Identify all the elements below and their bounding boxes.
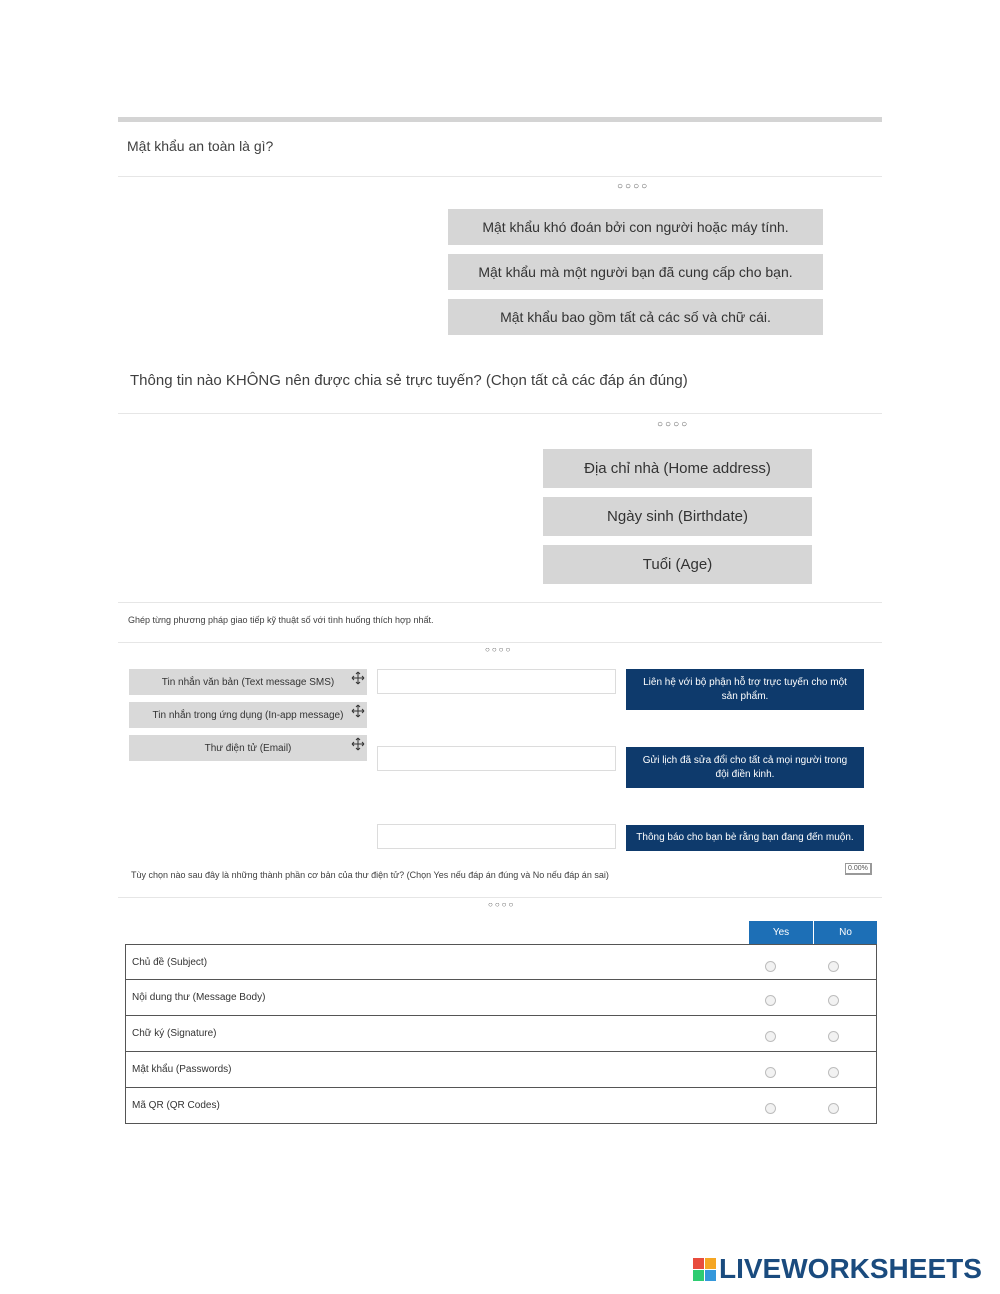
radio-no[interactable] [828, 1031, 839, 1042]
row-label: Chủ đề (Subject) [132, 956, 208, 968]
radio-no[interactable] [828, 1103, 839, 1114]
header-no: No [813, 921, 877, 944]
q1-option-3[interactable]: Mật khẩu bao gồm tất cả các số và chữ cái. [448, 299, 823, 335]
logo-block [705, 1270, 716, 1281]
q2-option-1[interactable]: Địa chỉ nhà (Home address) [543, 449, 812, 488]
liveworksheets-logo [693, 1254, 982, 1284]
radio-yes[interactable] [765, 1103, 776, 1114]
radio-yes[interactable] [765, 1031, 776, 1042]
q2-option-2[interactable]: Ngày sinh (Birthdate) [543, 497, 812, 536]
match-target-3: Thông báo cho bạn bè rằng bạn đang đến muộn. [626, 825, 864, 851]
question-1-title: Mật khẩu an toàn là gì? [127, 138, 274, 154]
draggable-in-app[interactable] [129, 702, 367, 728]
score-percent: 0.00% [845, 863, 872, 875]
draggable-label: Tin nhắn văn bản (Text message SMS) [161, 676, 335, 688]
question-4-title: Tùy chọn nào sau đây là những thành phần cơ bản của thư điện tử? (Chọn Yes nếu đáp án đúng và No nếu đáp án sai) [131, 870, 609, 880]
q2-option-3[interactable]: Tuổi (Age) [543, 545, 812, 584]
top-divider [118, 117, 882, 122]
move-icon [351, 737, 365, 751]
yes-no-table [125, 944, 877, 1124]
radio-no[interactable] [828, 995, 839, 1006]
logo-block [693, 1270, 704, 1281]
logo-text: LIVEWORKSHEETS [719, 1253, 982, 1284]
table-row [125, 980, 877, 1016]
table-row [125, 1052, 877, 1088]
draggable-email[interactable] [129, 735, 367, 761]
question-3-dots: ○○○○ [485, 645, 513, 654]
divider [118, 642, 882, 643]
table-row [125, 1088, 877, 1124]
divider [118, 176, 882, 177]
question-3-title: Ghép từng phương pháp giao tiếp kỹ thuật số với tình huống thích hợp nhất. [128, 615, 434, 625]
radio-no[interactable] [828, 1067, 839, 1078]
row-label: Nội dung thư (Message Body) [132, 992, 266, 1003]
move-icon [351, 671, 365, 685]
drop-zone-2[interactable] [377, 746, 616, 771]
radio-yes[interactable] [765, 961, 776, 972]
row-label: Mật khẩu (Passwords) [132, 1064, 232, 1075]
question-2-dots: ○○○○ [657, 419, 690, 430]
match-target-1: Liên hệ với bộ phận hỗ trợ trực tuyến cho một sản phẩm. [626, 669, 864, 710]
move-icon [351, 704, 365, 718]
table-row [125, 944, 877, 980]
question-4-dots: ○○○○ [488, 900, 516, 909]
draggable-sms[interactable] [129, 669, 367, 695]
logo-block [693, 1258, 704, 1269]
logo-blocks-icon [693, 1258, 716, 1281]
row-label: Chữ ký (Signature) [132, 1028, 217, 1039]
divider [118, 413, 882, 414]
drop-zone-3[interactable] [377, 824, 616, 849]
radio-yes[interactable] [765, 1067, 776, 1078]
header-yes: Yes [749, 921, 813, 944]
question-2-title: Thông tin nào KHÔNG nên được chia sẻ trực tuyến? (Chọn tất cả các đáp án đúng) [130, 372, 688, 389]
divider [118, 602, 882, 603]
draggable-label: Thư điện tử (Email) [204, 742, 292, 754]
radio-no[interactable] [828, 961, 839, 972]
drop-zone-1[interactable] [377, 669, 616, 694]
divider [118, 897, 882, 898]
match-target-2: Gửi lịch đã sửa đổi cho tất cả mọi người trong đội điền kinh. [626, 747, 864, 788]
draggable-label: Tin nhắn trong ứng dụng (In-app message) [152, 709, 344, 721]
row-label: Mã QR (QR Codes) [132, 1100, 220, 1111]
table-row [125, 1016, 877, 1052]
q1-option-2[interactable]: Mật khẩu mà một người bạn đã cung cấp cho bạn. [448, 254, 823, 290]
logo-block [705, 1258, 716, 1269]
radio-yes[interactable] [765, 995, 776, 1006]
q1-option-1[interactable]: Mật khẩu khó đoán bởi con người hoặc máy tính. [448, 209, 823, 245]
question-1-dots: ○○○○ [617, 181, 650, 192]
